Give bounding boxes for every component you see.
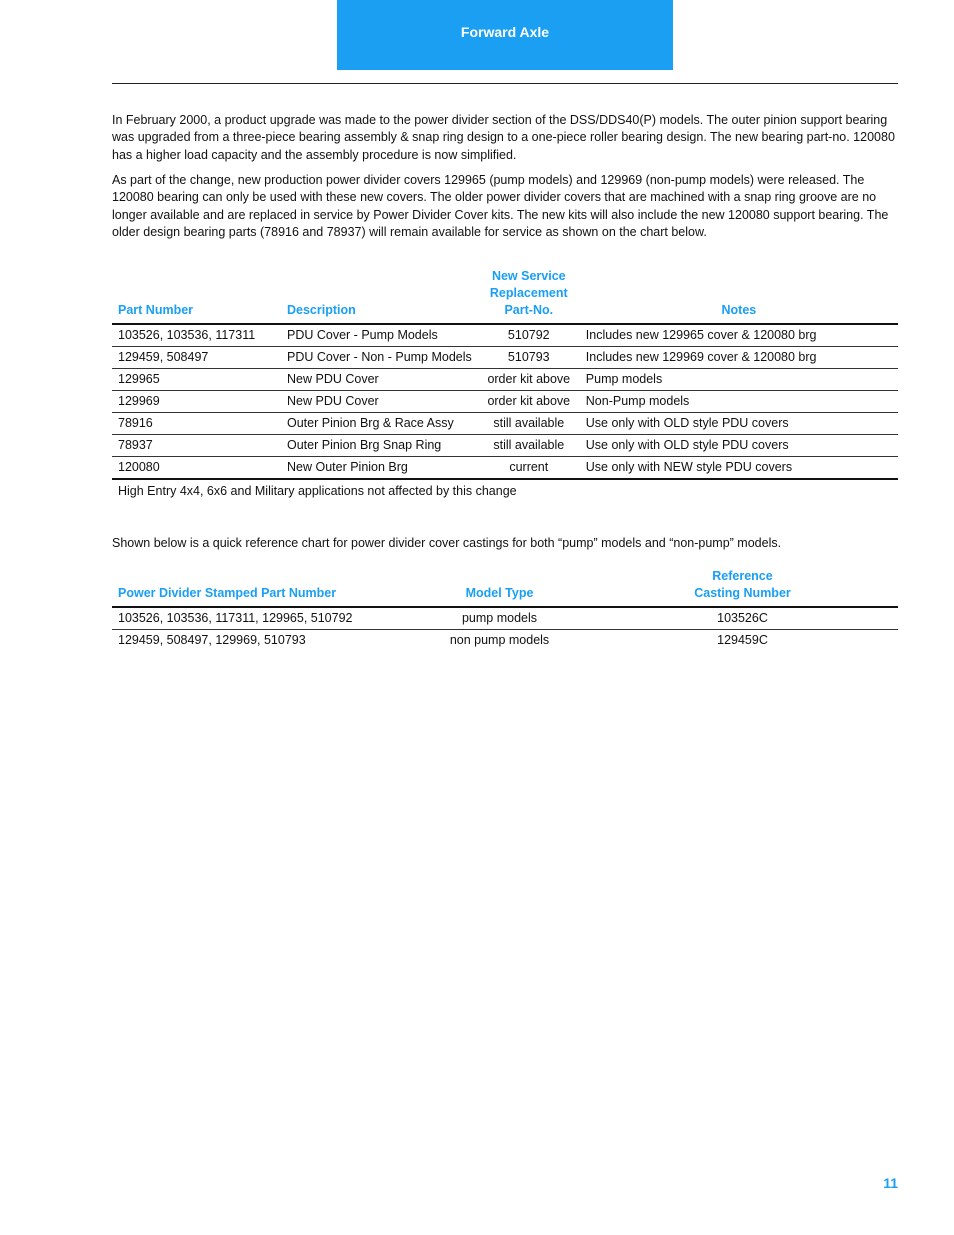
cell-notes: Use only with OLD style PDU covers xyxy=(585,416,789,430)
cell-replacement: order kit above xyxy=(487,372,571,386)
parts-table xyxy=(112,268,898,480)
header-model-type: Model Type xyxy=(465,586,534,600)
table-row xyxy=(112,607,898,630)
cell-replacement: 510792 xyxy=(507,328,550,342)
cell-description: Outer Pinion Brg Snap Ring xyxy=(287,438,442,452)
intro-paragraph: In February 2000, a product upgrade was made to the power divider section of the DSS/DDS40(P) models. The outer pinion support bearing was upgraded from a three-piece bearing assembly & snap ring design to a one-piece roller bearing design. The new bearing part-no. 120080 has a higher load capacity and the assembly procedure is now simplified. xyxy=(112,113,895,162)
header-casting-number xyxy=(587,568,898,607)
header-description: Description xyxy=(287,303,356,317)
cell-notes: Includes new 129969 cover & 120080 brg xyxy=(585,350,817,364)
table-row xyxy=(112,369,898,391)
cell-part-number: 78937 xyxy=(118,438,153,452)
cell-replacement: still available xyxy=(493,416,565,430)
change-paragraph: As part of the change, new production power divider covers 129965 (pump models) and 129969 (non-pump models) were released. The 120080 bearing can only be used with these new covers. The older power divider covers that are machined with a snap ring groove are no longer available and are replaced in service by Power Divider Cover kits. The new kits will also include the new 120080 support bearing. The older design bearing parts (78916 and 78937) will remain available for service as shown on the chart below. xyxy=(112,173,889,239)
cell-notes: Pump models xyxy=(585,372,663,386)
header-part-number: Part Number xyxy=(118,303,194,317)
cell-part-number: 120080 xyxy=(118,460,160,474)
cell-casting-number: 103526C xyxy=(717,611,768,625)
table-row xyxy=(112,630,898,652)
cell-stamped-part-number: 103526, 103536, 117311, 129965, 510792 xyxy=(118,611,353,625)
cell-description: New PDU Cover xyxy=(287,394,379,408)
cell-notes: Non-Pump models xyxy=(585,394,690,408)
table-row xyxy=(112,391,898,413)
table-row xyxy=(112,324,898,347)
cell-replacement: 510793 xyxy=(507,350,550,364)
casting-reference-table xyxy=(112,568,898,651)
cell-notes: Includes new 129965 cover & 120080 brg xyxy=(585,328,817,342)
header-casting-line1: Reference xyxy=(712,569,773,583)
reference-paragraph: Shown below is a quick reference chart for power divider cover castings for both “pump” models and “non-pump” models. xyxy=(112,536,782,550)
header-replacement-line1: New Service xyxy=(491,269,566,283)
table-header-row xyxy=(112,568,898,607)
header-notes: Notes xyxy=(721,303,757,317)
cell-part-number: 78916 xyxy=(118,416,153,430)
header-replacement-line2: Replacement xyxy=(489,286,568,300)
table-row xyxy=(112,457,898,480)
table-header-row xyxy=(112,268,898,324)
table-row xyxy=(112,435,898,457)
cell-casting-number: 129459C xyxy=(717,633,768,647)
header-stamped-part-number: Power Divider Stamped Part Number xyxy=(118,586,337,600)
cell-stamped-part-number: 129459, 508497, 129969, 510793 xyxy=(118,633,306,647)
page-number: 11 xyxy=(883,1175,898,1191)
cell-notes: Use only with NEW style PDU covers xyxy=(585,460,793,474)
header-replacement-line3: Part-No. xyxy=(504,303,554,317)
table-row xyxy=(112,347,898,369)
cell-description: PDU Cover - Pump Models xyxy=(287,328,438,342)
cell-part-number: 103526, 103536, 117311 xyxy=(118,328,256,342)
cell-description: Outer Pinion Brg & Race Assy xyxy=(287,416,454,430)
cell-replacement: still available xyxy=(493,438,565,452)
table-footnote: High Entry 4x4, 6x6 and Military applications not affected by this change xyxy=(118,484,517,498)
cell-description: PDU Cover - Non - Pump Models xyxy=(287,350,472,364)
cell-replacement: current xyxy=(509,460,549,474)
header-replacement xyxy=(478,268,580,324)
header-divider xyxy=(112,83,898,84)
section-tab: Forward Axle xyxy=(337,0,673,70)
cell-description: New PDU Cover xyxy=(287,372,379,386)
cell-part-number: 129459, 508497 xyxy=(118,350,209,364)
cell-part-number: 129969 xyxy=(118,394,160,408)
table-row xyxy=(112,413,898,435)
cell-model-type: pump models xyxy=(461,611,538,625)
cell-model-type: non pump models xyxy=(449,633,550,647)
cell-description: New Outer Pinion Brg xyxy=(287,460,408,474)
cell-part-number: 129965 xyxy=(118,372,160,386)
cell-notes: Use only with OLD style PDU covers xyxy=(585,438,789,452)
header-casting-line2: Casting Number xyxy=(694,586,791,600)
cell-replacement: order kit above xyxy=(487,394,571,408)
